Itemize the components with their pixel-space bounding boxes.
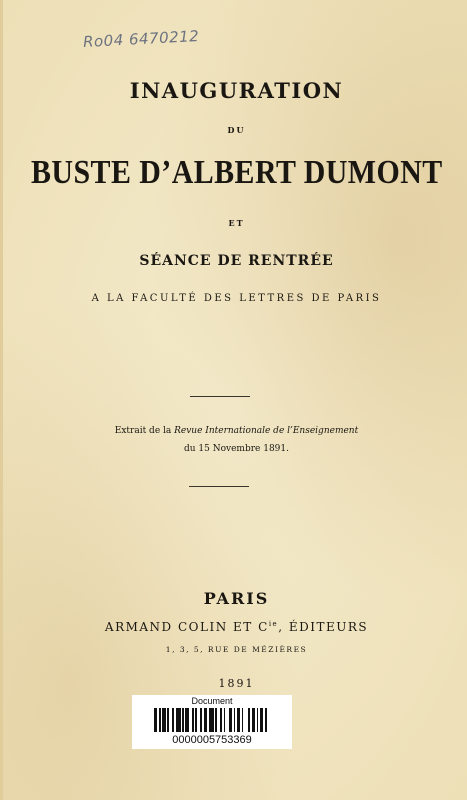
title-et: ET <box>228 218 245 228</box>
divider-rule-top <box>190 396 250 397</box>
extract-date: du 15 Novembre 1891. <box>184 444 289 454</box>
publisher-sup: ie <box>268 620 279 628</box>
title-du: DU <box>227 125 246 135</box>
imprint-address: 1, 3, 5, RUE DE MÉZIÈRES <box>165 645 308 654</box>
title-main: BUSTE D’ALBERT DUMONT <box>31 154 443 191</box>
extract-prefix: Extrait de la <box>114 426 175 436</box>
publisher-suffix: , ÉDITEURS <box>278 620 369 634</box>
journal-title: Revue Internationale de l’Enseignement <box>174 426 359 436</box>
barcode-title: Document <box>191 696 233 706</box>
imprint-year: 1891 <box>218 677 255 690</box>
title-seance: SÉANCE DE RENTRÉE <box>139 253 334 269</box>
barcode-label <box>132 695 292 749</box>
imprint-publisher <box>3 620 467 634</box>
extract-line <box>3 426 467 436</box>
title-faculte: A LA FACULTÉ DES LETTRES DE PARIS <box>91 293 382 304</box>
barcode-number: 0000005753369 <box>172 734 252 746</box>
barcode-icon <box>154 708 270 732</box>
imprint-city: PARIS <box>203 589 270 608</box>
handwritten-shelfmark: Ro04 6470212 <box>82 26 200 52</box>
divider-rule-bottom <box>189 486 249 487</box>
publisher-name: ARMAND COLIN ET C <box>104 620 269 634</box>
title-inauguration: INAUGURATION <box>129 78 344 103</box>
